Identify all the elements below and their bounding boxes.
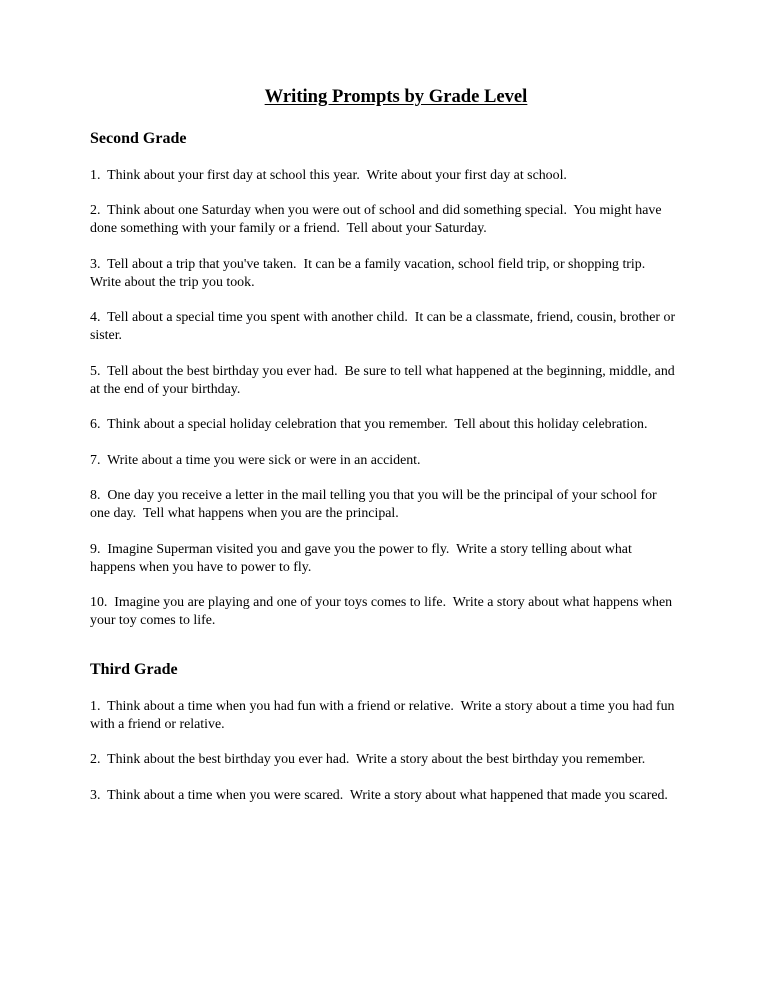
prompt-item: 3. Tell about a trip that you've taken. It can be a family vacation, school field trip, or shopping trip. Write about the trip you took. bbox=[90, 256, 652, 290]
section-heading: Second Grade bbox=[90, 130, 187, 147]
prompt-item: 5. Tell about the best birthday you ever had. Be sure to tell what happened at the beginning, middle, and at the end of your birthday. bbox=[90, 363, 679, 397]
prompt-item: 9. Imagine Superman visited you and gave you the power to fly. Write a story telling about what happens when you have to power to fly. bbox=[90, 541, 636, 575]
prompt-item: 7. Write about a time you were sick or were in an accident. bbox=[90, 452, 421, 468]
section-heading: Third Grade bbox=[90, 661, 178, 678]
prompt-item: 6. Think about a special holiday celebration that you remember. Tell about this holiday celebration. bbox=[90, 417, 648, 432]
prompt-item: 3. Think about a time when you were scared. Write a story about what happened that made you scared. bbox=[90, 787, 668, 803]
prompt-item: 8. One day you receive a letter in the mail telling you that you will be the principal of your school for one day. Tell what happens when you are the principal. bbox=[90, 488, 661, 521]
prompt-item: 4. Tell about a special time you spent with another child. It can be a classmate, friend, cousin, brother or sister. bbox=[90, 310, 679, 343]
prompt-item: 2. Think about the best birthday you ever had. Write a story about the best birthday you remember. bbox=[90, 752, 646, 767]
prompt-list bbox=[90, 167, 678, 631]
document-title: Writing Prompts by Grade Level bbox=[264, 86, 528, 107]
section-second-grade bbox=[90, 129, 678, 630]
prompt-item: 10. Imagine you are playing and one of your toys comes to life. Write a story about what happens when your toy comes to life. bbox=[90, 595, 676, 628]
prompt-list bbox=[90, 698, 678, 805]
prompt-item: 2. Think about one Saturday when you were out of school and did something special. You might have done something with your family or a friend. Tell about your Saturday. bbox=[90, 203, 665, 236]
prompt-item: 1. Think about your first day at school this year. Write about your first day at school. bbox=[90, 167, 567, 183]
prompt-item: 1. Think about a time when you had fun with a friend or relative. Write a story about a time you had fun with a friend or relative. bbox=[90, 698, 678, 732]
section-third-grade bbox=[90, 660, 678, 805]
